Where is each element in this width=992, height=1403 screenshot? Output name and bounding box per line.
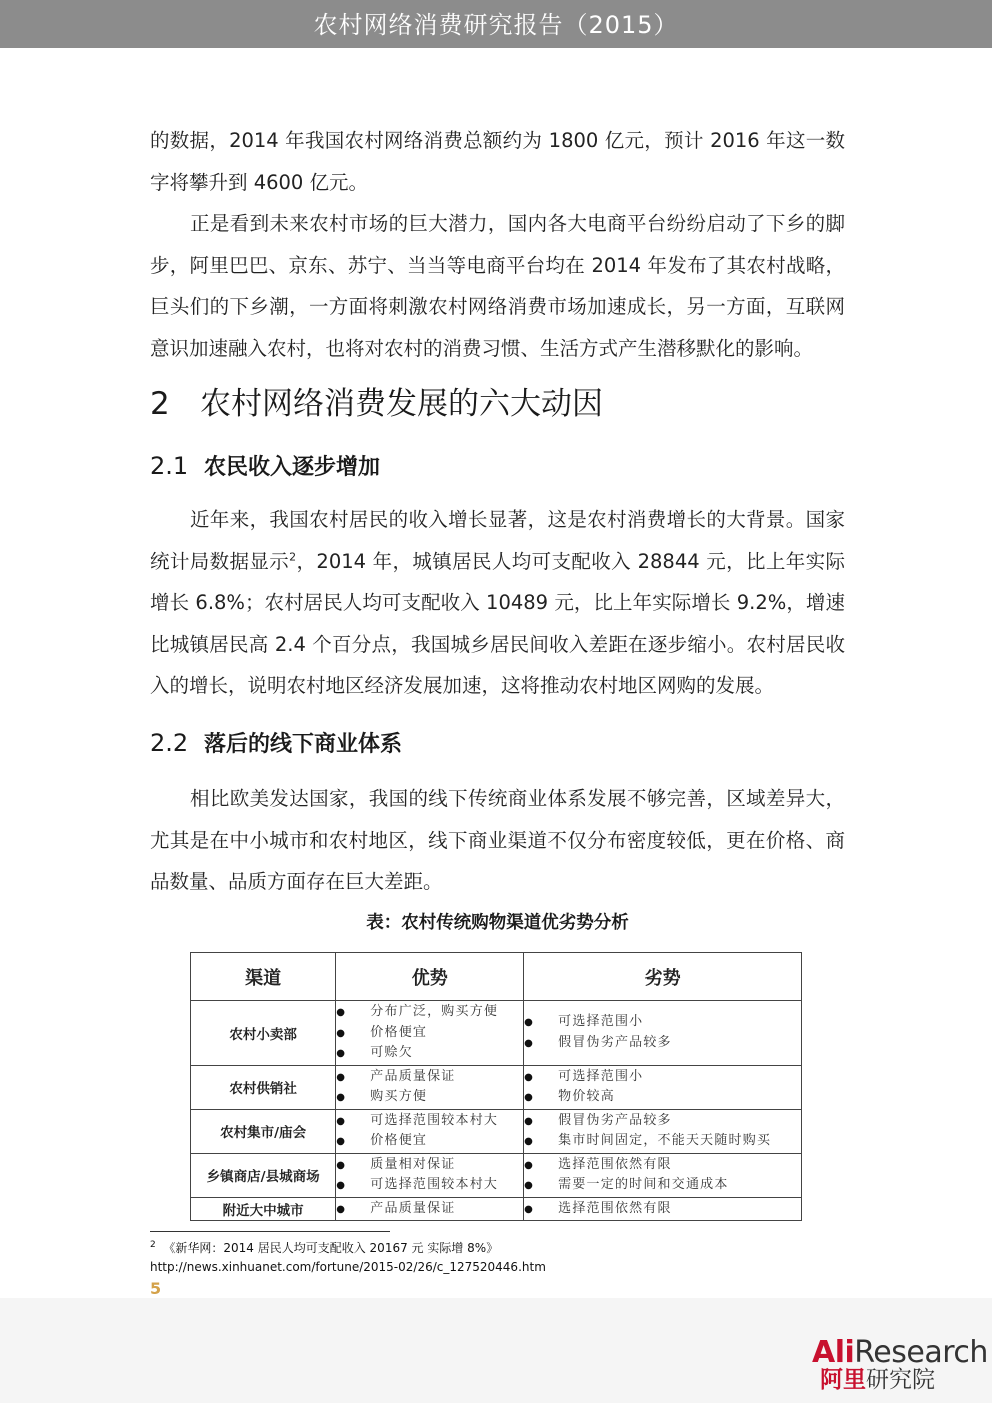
table-row — [191, 1001, 802, 1066]
table-row — [191, 1065, 802, 1109]
pros-item: ● 可选择范围较本村大 — [336, 1175, 523, 1196]
footnote-source-line — [150, 1239, 546, 1258]
channel-comparison-table — [190, 952, 802, 1221]
channel-cell: 农村小卖部 — [191, 1001, 336, 1066]
section-heading-2 — [150, 382, 603, 426]
footnote — [150, 1239, 546, 1277]
logo-english — [812, 1336, 988, 1370]
paragraph-income-part1: 近年来，我国农村居民的收入增长显著，这是农村消费增长的大背景。国家统计局数据显示 — [150, 508, 845, 573]
channel-cell: 乡镇商店/县城商场 — [191, 1153, 336, 1197]
pros-item: ● 分布广泛，购买方便 — [336, 1002, 523, 1023]
paragraph-intro: 的数据，2014 年我国农村网络消费总额约为 1800 亿元，预计 2016 年这一数字将攀升到 4600 亿元。 — [150, 129, 845, 194]
cons-item: ● 假冒伪劣产品较多 — [524, 1033, 801, 1054]
logo-cn-prefix: 阿里 — [820, 1367, 866, 1393]
cons-item: ● 物价较高 — [524, 1087, 801, 1108]
subsection-heading-2-2 — [150, 727, 402, 761]
report-header — [0, 0, 992, 48]
subsection-title: 农民收入逐步增加 — [204, 455, 381, 480]
report-title: 农村网络消费研究报告（2015） — [313, 11, 679, 39]
pros-item: ● 质量相对保证 — [336, 1155, 523, 1176]
paragraph-income — [150, 499, 845, 707]
subsection-heading-2-1 — [150, 450, 380, 484]
footnote-number: 2 — [150, 1240, 156, 1250]
subsection-number: 2.1 — [150, 452, 189, 480]
footnote-source: 《新华网：2014 居民人均可支配收入 20167 元 实际增 8%》 — [163, 1241, 499, 1255]
paragraph-offline-commerce: 相比欧美发达国家，我国的线下传统商业体系发展不够完善，区域差异大，尤其是在中小城市和农村地区，线下商业渠道不仅分布密度较低，更在价格、商品数量、品质方面存在巨大差距。 — [150, 787, 845, 893]
pros-item: ● 可赊欠 — [336, 1043, 523, 1064]
pros-cell — [336, 1109, 524, 1153]
footnote-url[interactable]: http://news.xinhuanet.com/fortune/2015-02/26/c_127520446.htm — [150, 1260, 546, 1274]
cons-item: ● 假冒伪劣产品较多 — [524, 1111, 801, 1132]
cons-cell — [524, 1197, 802, 1221]
pros-cell — [336, 1001, 524, 1066]
cons-item: ● 选择范围依然有限 — [524, 1199, 801, 1220]
paragraph-platforms: 正是看到未来农村市场的巨大潜力，国内各大电商平台纷纷启动了下乡的脚步，阿里巴巴、京东、苏宁、当当等电商平台均在 2014 年发布了其农村战略，巨头们的下乡潮，一方面将刺激农村网络消费市场加速成长，另一方面，互联网意识加速融入农村，也将对农村的消费习惯、生活方式产生潜移默化的影响。 — [150, 212, 845, 360]
pros-item: ● 产品质量保证 — [336, 1199, 523, 1220]
page-number: 5 — [150, 1279, 162, 1298]
cons-item: ● 需要一定的时间和交通成本 — [524, 1175, 801, 1196]
footnote-ref[interactable]: 2 — [289, 550, 297, 563]
cons-item: ● 可选择范围小 — [524, 1067, 801, 1088]
logo-en-suffix: Research — [854, 1335, 988, 1370]
logo-cn-suffix: 研究院 — [866, 1367, 935, 1393]
pros-item: ● 产品质量保证 — [336, 1067, 523, 1088]
table-header-row — [191, 953, 802, 1001]
pros-item: ● 购买方便 — [336, 1087, 523, 1108]
cons-item: ● 集市时间固定，不能天天随时购买 — [524, 1131, 801, 1152]
channel-cell: 附近大中城市 — [191, 1197, 336, 1221]
column-header-channel: 渠道 — [191, 953, 336, 1001]
table-title: 表：农村传统购物渠道优劣势分析 — [366, 913, 629, 933]
logo-chinese — [820, 1366, 935, 1394]
subsection-title: 落后的线下商业体系 — [204, 732, 403, 757]
table-row — [191, 1109, 802, 1153]
cons-cell — [524, 1153, 802, 1197]
cons-cell — [524, 1109, 802, 1153]
subsection-number: 2.2 — [150, 729, 189, 757]
channel-cell: 农村集市/庙会 — [191, 1109, 336, 1153]
section-number: 2 — [150, 386, 170, 422]
cons-item: ● 可选择范围小 — [524, 1012, 801, 1033]
column-header-pros: 优势 — [336, 953, 524, 1001]
pros-cell — [336, 1065, 524, 1109]
section-title: 农村网络消费发展的六大动因 — [200, 386, 603, 422]
pros-item: ● 价格便宜 — [336, 1023, 523, 1044]
column-header-cons: 劣势 — [524, 953, 802, 1001]
cons-cell — [524, 1065, 802, 1109]
table-row — [191, 1197, 802, 1221]
footnote-divider — [150, 1231, 390, 1232]
logo-en-prefix: Ali — [812, 1335, 855, 1370]
aliresearch-logo — [812, 1336, 990, 1396]
pros-cell — [336, 1197, 524, 1221]
pros-item: ● 可选择范围较本村大 — [336, 1111, 523, 1132]
pros-item: ● 价格便宜 — [336, 1131, 523, 1152]
table-row — [191, 1153, 802, 1197]
cons-item: ● 选择范围依然有限 — [524, 1155, 801, 1176]
cons-cell — [524, 1001, 802, 1066]
paragraph-income-part2: ，2014 年，城镇居民人均可支配收入 28844 元，比上年实际增长 6.8%；农村居民人均可支配收入 10489 元，比上年实际增长 9.2%，增速比城镇居民高 2.4 个百分点，我国城乡居民间收入差距在逐步缩小。农村居民收入的增长，说明农村地区经济发展加速，这将推动农村地区网购的发展。 — [150, 549, 845, 697]
channel-cell: 农村供销社 — [191, 1065, 336, 1109]
pros-cell — [336, 1153, 524, 1197]
